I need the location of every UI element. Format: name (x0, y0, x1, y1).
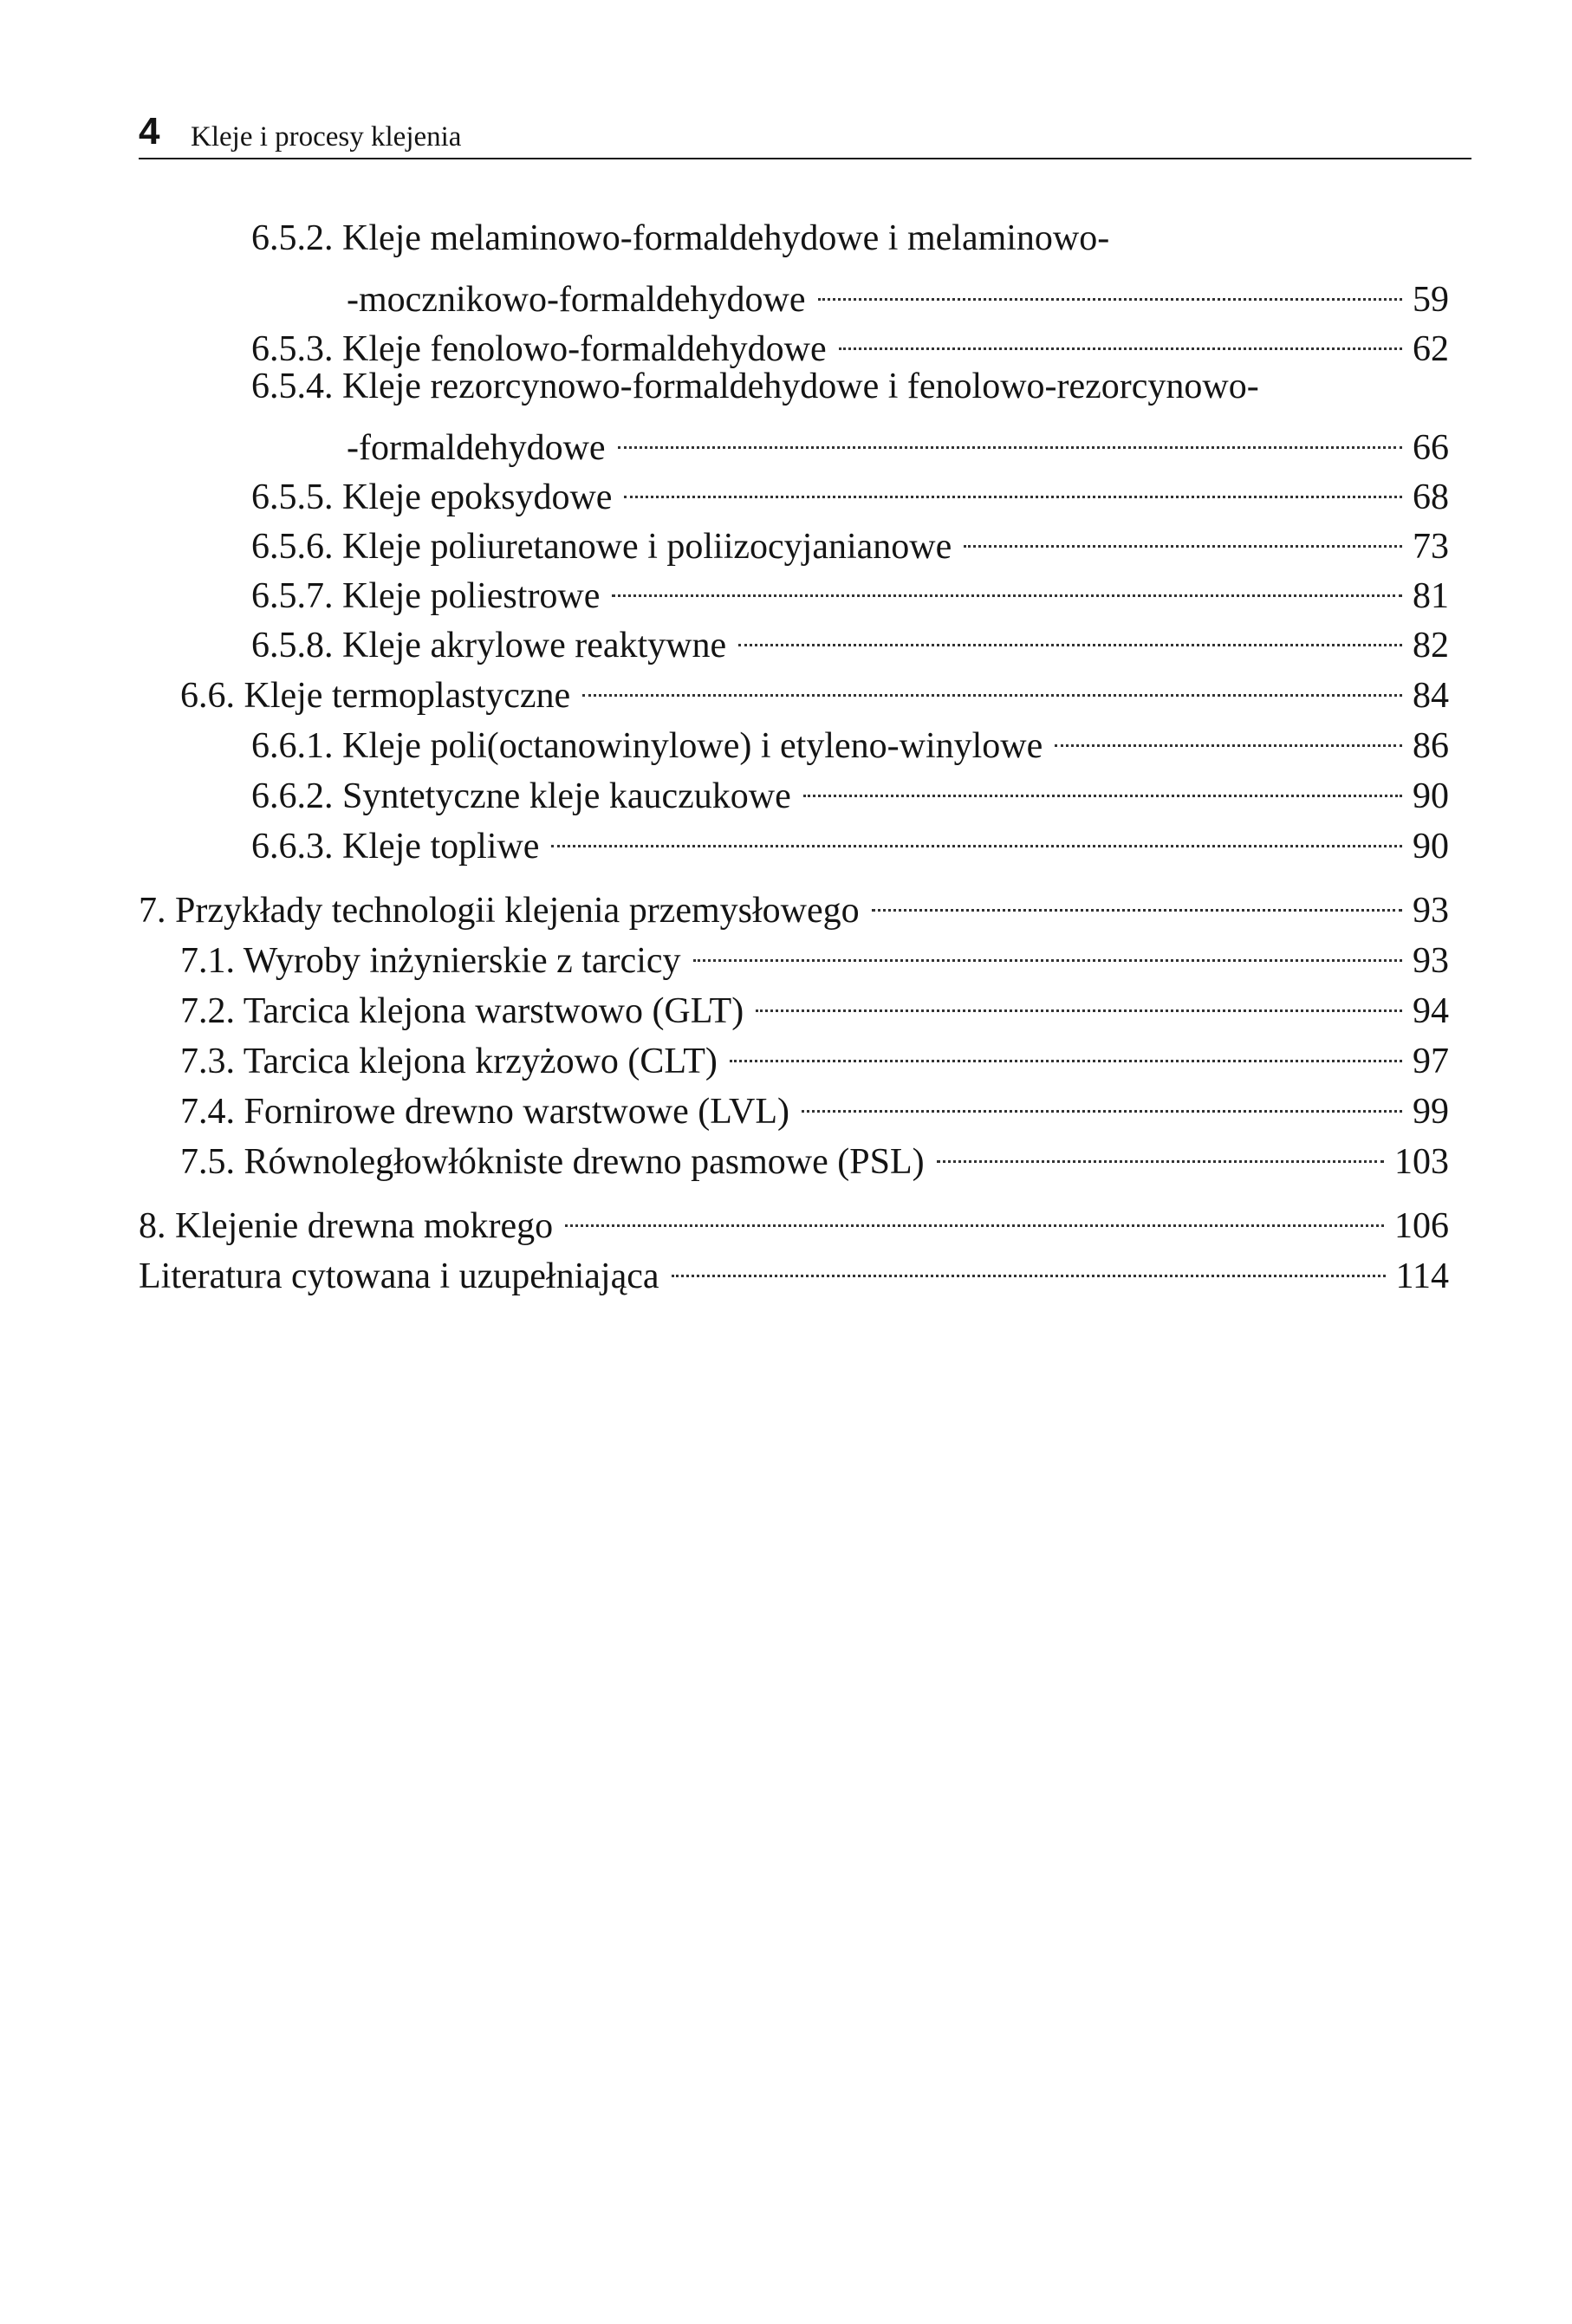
toc-entry-6-5-8[interactable] (251, 610, 1449, 665)
toc-entry-label: 8. Klejenie drewna mokrego (139, 1206, 554, 1246)
toc-page-number: 90 (1413, 776, 1449, 816)
leader-dots (802, 1076, 1402, 1123)
toc-entry-label: 6.5.5. Kleje epoksydowe (251, 477, 613, 517)
toc-entry-label: 6.6.2. Syntetyczne kleje kauczukowe (251, 776, 791, 816)
toc-entry-label: 7.1. Wyroby inżynierskie z tarcicy (180, 941, 681, 981)
leader-dots (565, 1191, 1384, 1237)
toc-entry-label: 7.5. Równoległowłókniste drewno pasmowe (PSL) (180, 1142, 925, 1182)
page-number: 4 (139, 110, 160, 153)
toc-entry-6-6-1[interactable] (251, 711, 1449, 766)
toc-page-number: 106 (1394, 1206, 1449, 1246)
toc-page-number: 90 (1413, 827, 1449, 867)
toc-page-number: 81 (1413, 576, 1449, 616)
leader-dots (730, 1026, 1402, 1073)
toc-entry-6-5-5[interactable] (251, 462, 1449, 517)
toc-entry-7-3[interactable] (180, 1026, 1449, 1081)
toc-page-number: 68 (1413, 477, 1449, 517)
toc-entry-label: 7.3. Tarcica klejona krzyżowo (CLT) (180, 1042, 718, 1081)
toc-entry-6-5-7[interactable] (251, 561, 1449, 616)
leader-dots (693, 925, 1403, 972)
toc-entry-label: -mocznikowo-formaldehydowe (347, 280, 806, 320)
toc-page-number: 73 (1413, 527, 1449, 567)
toc-entry-7-2[interactable] (180, 976, 1449, 1031)
toc-entry-7-5[interactable] (180, 1126, 1449, 1182)
toc-entry-6-5-4-line1: 6.5.4. Kleje rezorcynowo-formaldehydowe i fenolowo-rezorcynowo- (251, 367, 1259, 406)
leader-dots (612, 561, 1402, 607)
toc-entry-label: 7. Przykłady technologii klejenia przemysłowego (139, 891, 860, 931)
leader-dots (582, 660, 1402, 707)
toc-entry-6-5-2-line1: 6.5.2. Kleje melaminowo-formaldehydowe i melaminowo- (251, 218, 1110, 258)
leader-dots (1055, 711, 1402, 757)
toc-page-number: 82 (1413, 626, 1449, 665)
toc-entry-6-5-6[interactable] (251, 511, 1449, 567)
toc-entry-label: Literatura cytowana i uzupełniająca (139, 1256, 659, 1296)
toc-entry-6-6-3[interactable] (251, 811, 1449, 867)
toc-entry-6-6[interactable] (180, 660, 1449, 716)
toc-page-number: 99 (1413, 1092, 1449, 1132)
leader-dots (756, 976, 1402, 1022)
toc-entry-7[interactable] (139, 875, 1449, 931)
toc-entry-label: 6.6.3. Kleje topliwe (251, 827, 540, 867)
toc-page-number: 86 (1413, 726, 1449, 766)
leader-dots (872, 875, 1402, 922)
toc-entry-8[interactable] (139, 1191, 1449, 1246)
running-header (139, 111, 1471, 159)
leader-dots (624, 462, 1402, 509)
leader-dots (551, 811, 1402, 858)
leader-dots (818, 264, 1403, 311)
toc-entry-6-5-2[interactable] (347, 264, 1449, 320)
toc-page-number: 93 (1413, 941, 1449, 981)
leader-dots (738, 610, 1402, 657)
toc-page-number: 114 (1395, 1256, 1449, 1296)
toc-entry-label: -formaldehydowe (347, 428, 606, 468)
toc-entry-literatura[interactable] (139, 1241, 1449, 1296)
toc-page-number: 59 (1413, 280, 1449, 320)
toc-entry-label: 6.5.7. Kleje poliestrowe (251, 576, 601, 616)
toc-entry-6-6-2[interactable] (251, 761, 1449, 816)
toc-entry-label: 6.5.3. Kleje fenolowo-formaldehydowe (251, 329, 827, 369)
toc-entry-label: 6.6.1. Kleje poli(octanowinylowe) i etyleno-winylowe (251, 726, 1043, 766)
toc-entry-6-5-3[interactable] (251, 314, 1449, 369)
toc-entry-7-4[interactable] (180, 1076, 1449, 1132)
toc-page-number: 62 (1413, 329, 1449, 369)
running-title: Kleje i procesy klejenia (191, 121, 462, 153)
toc-entry-label: 7.4. Fornirowe drewno warstwowe (LVL) (180, 1092, 789, 1132)
toc-entry-label: 6.6. Kleje termoplastyczne (180, 676, 571, 716)
toc-page-number: 93 (1413, 891, 1449, 931)
toc-entry-6-5-4[interactable] (347, 412, 1449, 468)
leader-dots (937, 1126, 1384, 1173)
toc-entry-label: 6.5.6. Kleje poliuretanowe i poliizocyjanianowe (251, 527, 952, 567)
toc-page-number: 97 (1413, 1042, 1449, 1081)
toc-page-number: 103 (1394, 1142, 1449, 1182)
leader-dots (672, 1241, 1386, 1288)
toc-page-number: 66 (1413, 428, 1449, 468)
toc-entry-label: 6.5.8. Kleje akrylowe reaktywne (251, 626, 727, 665)
toc-page-number: 94 (1413, 991, 1449, 1031)
leader-dots (803, 761, 1402, 808)
leader-dots (964, 511, 1402, 558)
leader-dots (618, 412, 1402, 459)
toc-entry-7-1[interactable] (180, 925, 1449, 981)
leader-dots (839, 314, 1402, 360)
toc-entry-label: 7.2. Tarcica klejona warstwowo (GLT) (180, 991, 744, 1031)
toc-page-number: 84 (1413, 676, 1449, 716)
